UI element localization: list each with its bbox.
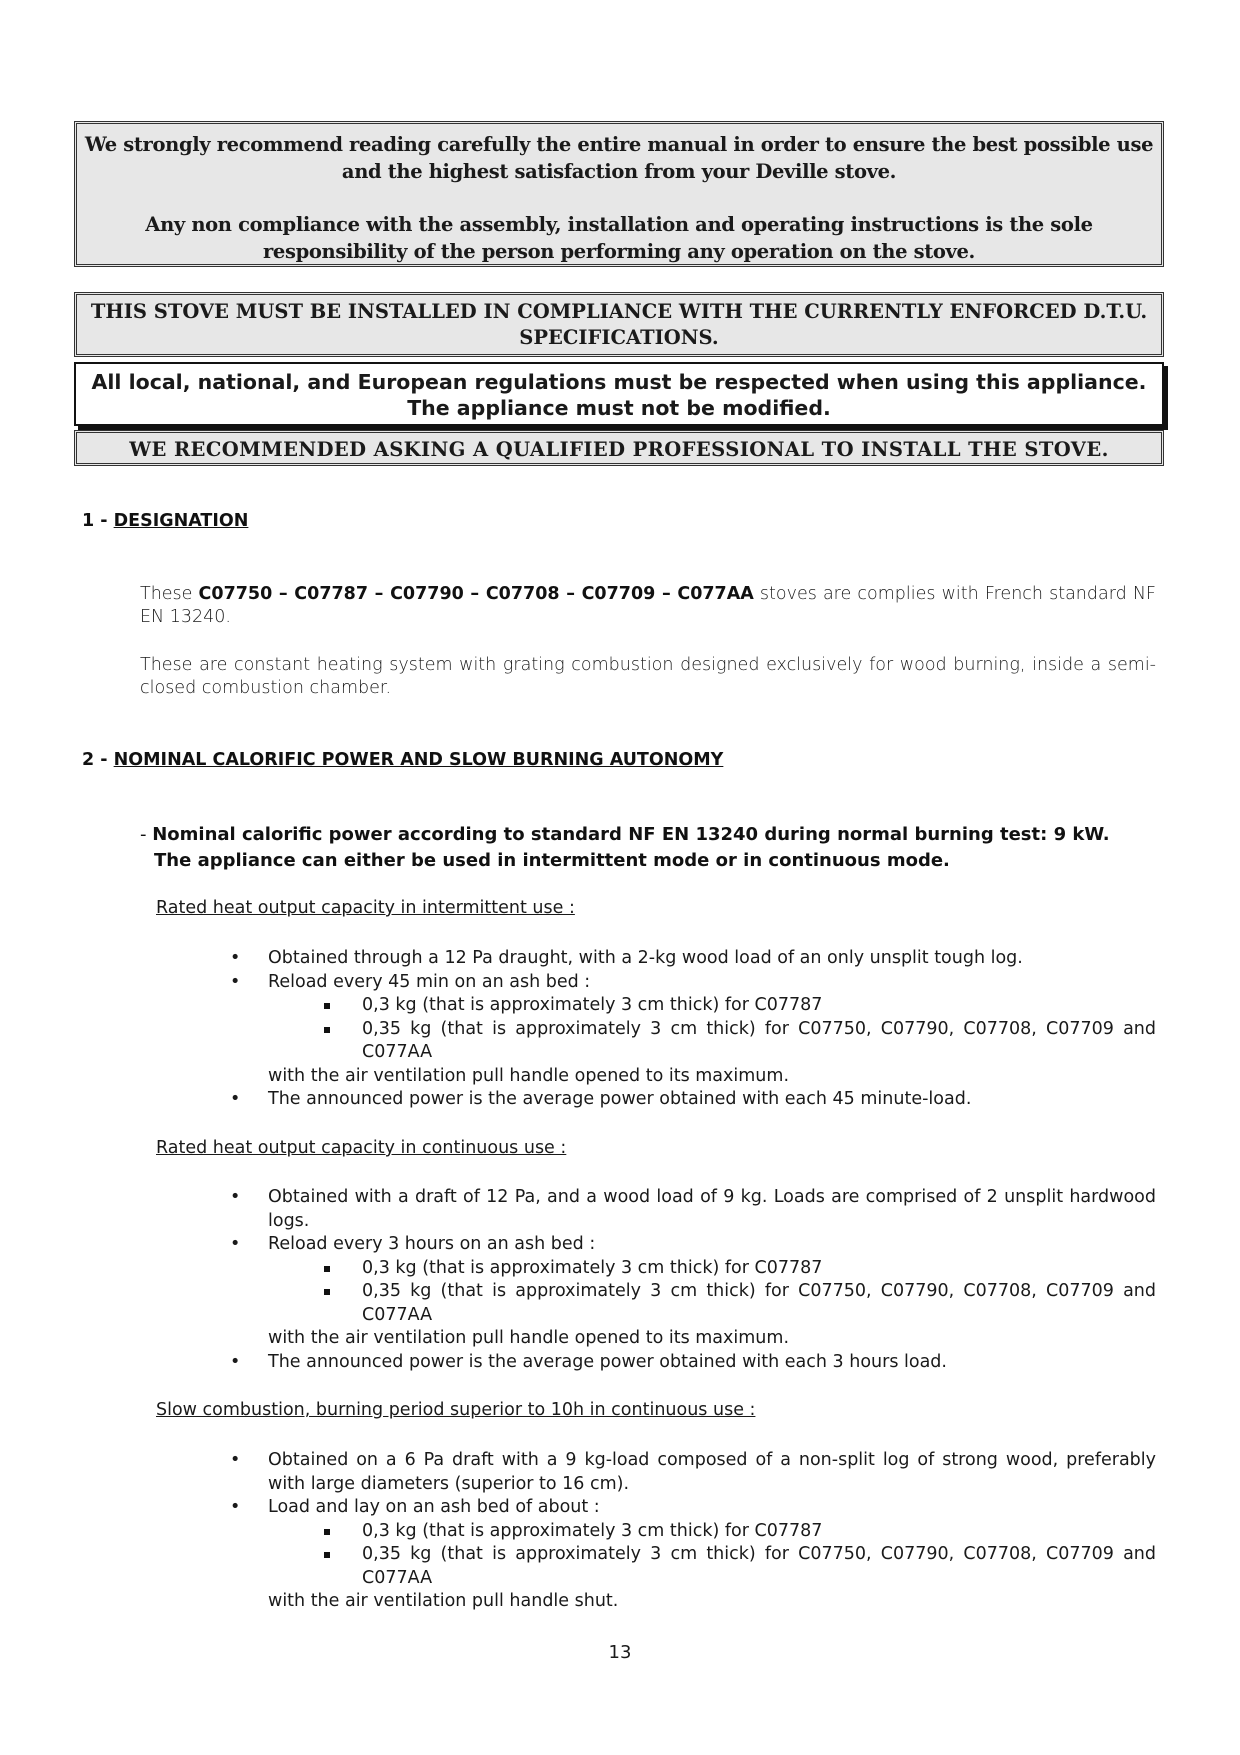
section-title: NOMINAL CALORIFIC POWER AND SLOW BURNING AUTONOMY: [113, 750, 724, 770]
regulations-box: [74, 362, 1164, 426]
square-bullet-icon: [324, 1529, 330, 1535]
section-title: DESIGNATION: [113, 511, 249, 531]
square-bullet-icon: [324, 1027, 330, 1033]
model-numbers: C07750 – C07787 – C07790 – C07708 – C07709 – C077AA: [198, 584, 754, 604]
section-2-heading: [82, 750, 723, 770]
recommendation-text: We strongly recommend reading carefully the entire manual in order to ensure the best possible use and the highest satisfaction from your Deville stove.: [84, 133, 1154, 183]
section-1-heading: [82, 511, 248, 531]
professional-install-text: WE RECOMMENDED ASKING A QUALIFIED PROFESSIONAL TO INSTALL THE STOVE.: [129, 438, 1109, 461]
list-item: [230, 1186, 1156, 1233]
list-item-text: Obtained with a draft of 12 Pa, and a wood load of 9 kg. Loads are comprised of 2 unsplit hardwood logs.: [268, 1187, 1156, 1231]
sub-list-item-text: 0,3 kg (that is approximately 3 cm thick) for C07787: [362, 1257, 823, 1278]
designation-suffix: stoves are complies with French standard NF EN 13240.: [140, 584, 1156, 627]
dash-marker: -: [140, 824, 153, 845]
sub-list-item: [230, 994, 1156, 1018]
sub-list-item: [230, 1520, 1156, 1544]
designation-prefix: These: [140, 584, 199, 604]
slow-combustion-list: [230, 1449, 1156, 1614]
slow-combustion-heading: Slow combustion, burning period superior to 10h in continuous use :: [156, 1400, 756, 1420]
sub-list-item-text: 0,35 kg (that is approximately 3 cm thick) for C07750, C07790, C07708, C07709 and C077AA: [362, 1544, 1156, 1588]
section-number: 2 -: [82, 750, 114, 770]
dtu-compliance-box: [74, 292, 1164, 357]
regulations-line: All local, national, and European regulations must be respected when using this appliance.: [91, 370, 1147, 394]
list-item: [230, 1449, 1156, 1496]
list-item: [230, 1233, 1156, 1257]
square-bullet-icon: [324, 1289, 330, 1295]
sub-list-item-text: 0,35 kg (that is approximately 3 cm thick) for C07750, C07790, C07708, C07709 and C077AA: [362, 1018, 1156, 1062]
bullet-icon: •: [230, 1089, 241, 1109]
continuation-text: with the air ventilation pull handle opened to its maximum.: [268, 1065, 790, 1086]
sub-list-item: [230, 1257, 1156, 1281]
list-item: [230, 1088, 1156, 1112]
square-bullet-icon: [324, 1552, 330, 1558]
bullet-icon: •: [230, 1497, 241, 1517]
intermittent-heading: Rated heat output capacity in intermittent use :: [156, 898, 575, 918]
intermittent-list: [230, 947, 1156, 1112]
bullet-icon: •: [230, 971, 241, 992]
list-item-text: The announced power is the average power obtained with each 3 hours load.: [268, 1351, 947, 1372]
sub-list-item-text: 0,3 kg (that is approximately 3 cm thick) for C07787: [362, 995, 823, 1015]
sub-list-item-text: 0,35 kg (that is approximately 3 cm thick) for C07750, C07790, C07708, C07709 and C077AA: [362, 1281, 1156, 1325]
bullet-icon: •: [230, 948, 241, 968]
bullet-icon: •: [230, 1234, 241, 1254]
continuation-text: with the air ventilation pull handle opened to its maximum.: [268, 1328, 790, 1348]
continuous-heading: Rated heat output capacity in continuous use :: [156, 1138, 567, 1158]
sub-list-item-text: 0,3 kg (that is approximately 3 cm thick) for C07787: [362, 1520, 823, 1541]
list-item: [230, 1496, 1156, 1520]
page-number: 13: [608, 1642, 632, 1663]
continuation-text: with the air ventilation pull handle shut.: [268, 1591, 619, 1611]
list-item: [230, 947, 1156, 971]
list-item: [230, 1351, 1156, 1375]
heating-system-paragraph: These are constant heating system with grating combustion designed exclusively for wood burning, inside a semi-closed combustion chamber.: [140, 655, 1156, 698]
nominal-power-line: Nominal calorific power according to standard NF EN 13240 during normal burning test: 9 kW.: [152, 824, 1110, 845]
list-item-text: Load and lay on an ash bed of about :: [268, 1497, 600, 1517]
square-bullet-icon: [324, 1003, 330, 1009]
sub-list-item: [230, 1543, 1156, 1590]
square-bullet-icon: [324, 1266, 330, 1272]
professional-install-box: [74, 430, 1164, 466]
list-item-text: Reload every 45 min on an ash bed :: [268, 971, 591, 992]
reading-recommendation-box: [74, 121, 1164, 267]
bullet-icon: •: [230, 1450, 241, 1470]
bullet-icon: •: [230, 1187, 241, 1207]
continuous-list: [230, 1186, 1156, 1374]
designation-paragraph: [140, 583, 1156, 629]
bullet-icon: •: [230, 1351, 241, 1372]
list-item-text: Obtained on a 6 Pa draft with a 9 kg-load composed of a non-split log of strong wood, preferably with large diameters (superior to 16 cm).: [268, 1450, 1156, 1494]
no-modification-line: The appliance must not be modified.: [407, 396, 831, 420]
sub-list-item: [230, 1280, 1156, 1327]
mode-line: The appliance can either be used in intermittent mode or in continuous mode.: [154, 850, 950, 871]
sub-list-item: [230, 1018, 1156, 1065]
dtu-compliance-text: THIS STOVE MUST BE INSTALLED IN COMPLIANCE WITH THE CURRENTLY ENFORCED D.T.U. SPECIFICATIONS.: [90, 300, 1148, 349]
list-item-text: Obtained through a 12 Pa draught, with a 2-kg wood load of an only unsplit tough log.: [268, 948, 1023, 968]
list-item-text: Reload every 3 hours on an ash bed :: [268, 1234, 596, 1254]
list-item: [230, 971, 1156, 995]
nominal-power-statement: [140, 822, 1156, 874]
list-item-text: The announced power is the average power obtained with each 45 minute-load.: [268, 1089, 972, 1109]
section-number: 1 -: [82, 511, 114, 531]
compliance-responsibility-text: Any non compliance with the assembly, installation and operating instructions is the sole responsibility of the person performing any operation on the stove.: [145, 213, 1093, 263]
